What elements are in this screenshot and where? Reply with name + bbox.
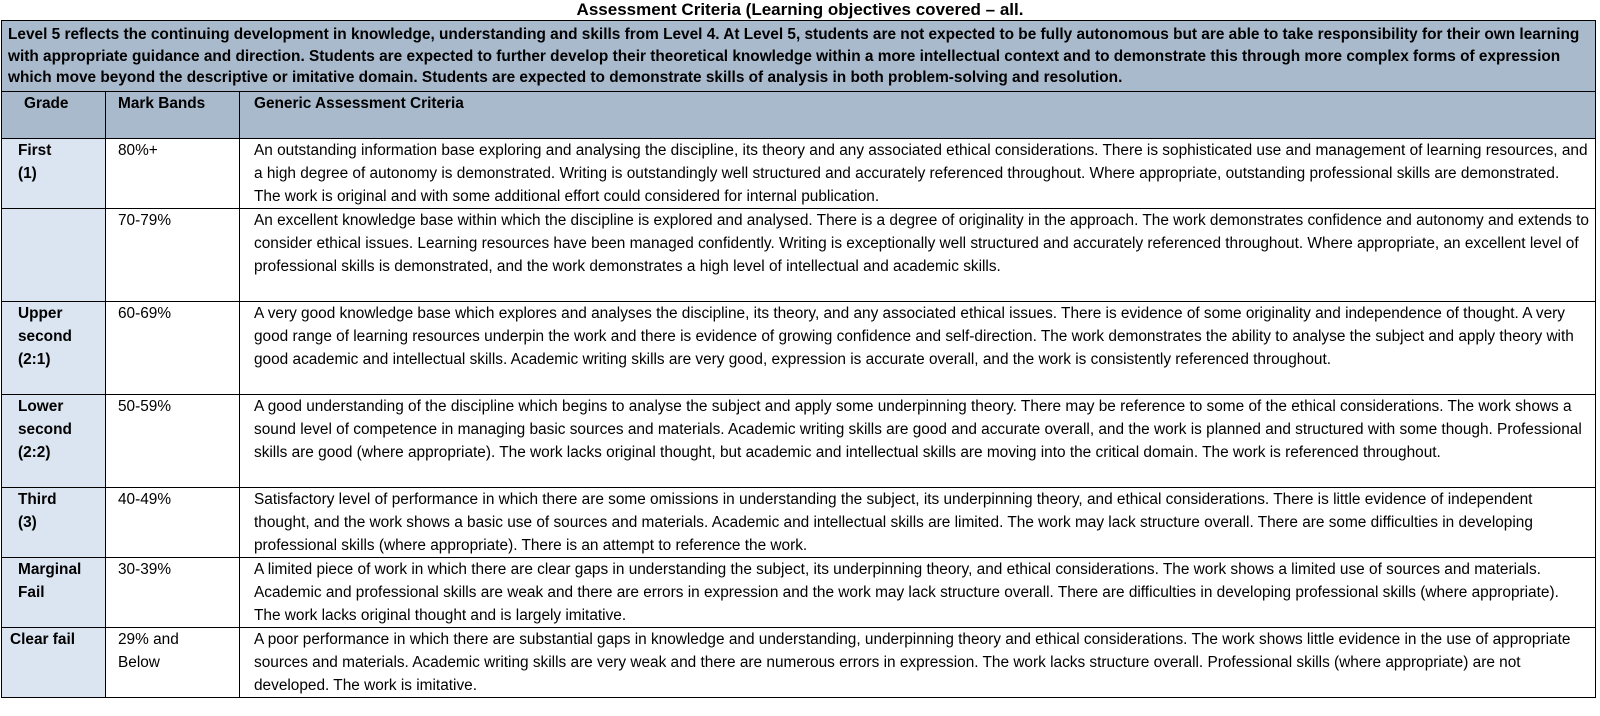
- mark-band: 30-39%: [106, 558, 240, 628]
- table-row: [2, 628, 1596, 698]
- table-row: [2, 558, 1596, 628]
- criteria-text: A good understanding of the discipline which begins to analyse the subject and apply some underpinning theory. There may be reference to some of the ethical considerations. The work shows a sound level of competence in managing basic sources and materials. Academic writing skills are good and accurate overall, and the work is planned and structured with some though. Professional skills are good (where appropriate). The work lacks original thought, but academic and intellectual skills are moving into the critical domain. The work is referenced throughout.: [240, 395, 1596, 488]
- mark-band: 40-49%: [106, 488, 240, 558]
- grade-label: Upper second: [18, 305, 72, 345]
- grade-cell: [2, 302, 106, 395]
- grade-label: First: [18, 142, 52, 159]
- criteria-text: An excellent knowledge base within which the discipline is explored and analysed. There is a degree of originality in the approach. The work demonstrates confidence and autonomy and extends to consider ethical issues. Learning resources have been managed confidently. Writing is exceptionally well structured and accurately referenced throughout. Where appropriate, an excellent level of professional skills is demonstrated, and the work demonstrates a high level of intellectual and academic skills.: [240, 209, 1596, 302]
- header-grade: Grade: [2, 92, 106, 139]
- table-row: [2, 302, 1596, 395]
- grade-label: Marginal Fail: [18, 561, 82, 601]
- grade-code: (2:1): [18, 351, 51, 368]
- mark-band: 29% and Below: [106, 628, 240, 698]
- grade-cell: [2, 395, 106, 488]
- mark-band: 60-69%: [106, 302, 240, 395]
- criteria-text: An outstanding information base exploring and analysing the discipline, its theory and any associated ethical considerations. There is sophisticated use and management of learning resources, and a high degree of autonomy is demonstrated. Writing is outstandingly well structured and accurately referenced throughout. Where appropriate, outstanding professional skills are demonstrated. The work is original and with some additional effort could considered for internal publication.: [240, 139, 1596, 209]
- page-title: Assessment Criteria (Learning objectives covered – all.: [576, 0, 1024, 19]
- header-mark-bands: Mark Bands: [106, 92, 240, 139]
- table-header-row: [2, 92, 1596, 139]
- mark-band: 50-59%: [106, 395, 240, 488]
- level-description: Level 5 reflects the continuing development in knowledge, understanding and skills from Level 4. At Level 5, students are not expected to be fully autonomous but are able to take responsibility for their own learning with appropriate guidance and direction. Students are expected to further develop their theoretical knowledge within a more intellectual context and to demonstrate this through more complex forms of expression which move beyond the descriptive or imitative domain. Students are expected to demonstrate skills of analysis in both problem-solving and resolution.: [1, 20, 1596, 92]
- grade-label: Lower second: [18, 398, 72, 438]
- grade-cell: [2, 558, 106, 628]
- mark-band: 70-79%: [106, 209, 240, 302]
- criteria-text: A poor performance in which there are substantial gaps in knowledge and understanding, underpinning theory and ethical considerations. The work shows little evidence in the use of appropriate sources and materials. Academic writing skills are very weak and there are numerous errors in expression. The work lacks structure overall. Professional skills (where appropriate) are not developed. The work is imitative.: [240, 628, 1596, 698]
- grade-cell: [2, 628, 106, 698]
- grade-label: Clear fail: [10, 631, 76, 648]
- table-row: [2, 139, 1596, 209]
- criteria-text: Satisfactory level of performance in which there are some omissions in understanding the subject, its underpinning theory, and ethical considerations. There is little evidence of independent thought, and the work shows a basic use of sources and materials. Academic and intellectual skills are limited. The work may lack structure overall. There are some difficulties in developing professional skills (where appropriate). There is an attempt to reference the work.: [240, 488, 1596, 558]
- criteria-text: A very good knowledge base which explores and analyses the discipline, its theory, and any associated ethical issues. There is evidence of some originality and independence of thought. A very good range of learning resources underpin the work and there is evidence of growing confidence and self-direction. The work demonstrates the ability to analyse the subject and apply theory with good academic and intellectual skills. Academic writing skills are very good, expression is accurate overall, and the work is consistently referenced throughout.: [240, 302, 1596, 395]
- grade-cell: [2, 488, 106, 558]
- assessment-criteria-table: [1, 91, 1596, 698]
- mark-band: 80%+: [106, 139, 240, 209]
- grade-label: Third: [18, 491, 57, 508]
- table-row: [2, 488, 1596, 558]
- grade-code: (2:2): [18, 444, 51, 461]
- grade-code: (1): [18, 165, 37, 182]
- criteria-text: A limited piece of work in which there are clear gaps in understanding the subject, its underpinning theory, and ethical considerations. The work shows a limited use of sources and materials. Academic and professional skills are weak and there are errors in expression and the work may lack structure overall. There are difficulties in developing professional skills (where appropriate). The work lacks original thought and is largely imitative.: [240, 558, 1596, 628]
- grade-cell: [2, 139, 106, 209]
- table-row: [2, 209, 1596, 302]
- header-criteria: Generic Assessment Criteria: [240, 92, 1596, 139]
- table-row: [2, 395, 1596, 488]
- grade-code: (3): [18, 514, 37, 531]
- grade-cell: [2, 209, 106, 302]
